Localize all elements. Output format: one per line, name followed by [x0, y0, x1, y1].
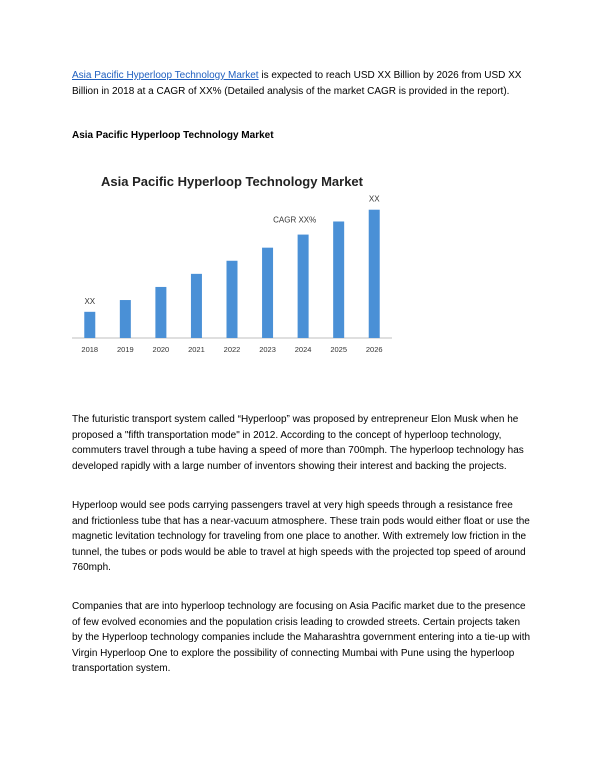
- bar-2020: [155, 287, 166, 338]
- x-tick-label-2026: 2026: [365, 345, 383, 354]
- paragraph-hyperloop-origin: The futuristic transport system called “Hyperloop” was proposed by entrepreneur Elon Musk when he proposed a "fifth transportation mode" in 2012. According to the concept of hyperloop technology, commuters travel through a tube having a speed of more than 700mph. The hyperloop technology has developed rapidly with a large number of inventors showing their interest and backing the projects.: [72, 414, 524, 472]
- paragraph-pod-technology: Hyperloop would see pods carrying passengers travel at very high speeds through a resistance free and frictionless tube that has a near-vacuum atmosphere. These train pods would either float or use the magnetic levitation technology for traveling from one place to another. With extremely low friction in the tunnel, the tubes or pods would be able to travel at high speeds with the projected top speed of around 760mph.: [72, 500, 530, 573]
- annotation-label-0: XX: [84, 296, 96, 306]
- intro-text: is expected to reach USD XX Billion by 2026 from USD XX Billion in 2018 at a CAGR of XX% (Detailed analysis of the market CAGR is provided in the report).: [72, 70, 522, 97]
- bar-2025: [333, 221, 344, 338]
- x-tick-label-2020: 2020: [152, 345, 170, 354]
- x-tick-label-2019: 2019: [116, 345, 134, 354]
- x-tick-label-2024: 2024: [294, 345, 312, 354]
- intro-paragraph: [72, 68, 532, 99]
- paragraph-asia-pacific-focus: Companies that are into hyperloop technology are focusing on Asia Pacific market due to the presence of few evolved economies and the population crisis leading to crowded streets. Certain projects taken by the Hyperloop technology companies include the Maharashtra government entering into a tie-up with Virgin Hyperloop One to explore the possibility of connecting Mumbai with Pune using the hyperloop transportation system.: [72, 601, 531, 674]
- x-tick-label-2018: 2018: [81, 345, 99, 354]
- bar-2026: [369, 210, 380, 338]
- annotation-label-2: XX: [368, 194, 380, 204]
- section-heading: Asia Pacific Hyperloop Technology Market: [72, 130, 274, 141]
- bar-2024: [298, 235, 309, 338]
- x-tick-label-2023: 2023: [259, 345, 276, 354]
- bar-2023: [262, 248, 273, 338]
- bar-chart-svg: [72, 164, 402, 364]
- annotation-label-1: CAGR XX%: [273, 215, 317, 225]
- bar-2018: [84, 312, 95, 338]
- bar-2021: [191, 274, 202, 338]
- x-tick-label-2021: 2021: [188, 345, 205, 354]
- chart-title: Asia Pacific Hyperloop Technology Market: [101, 174, 363, 189]
- bar-2019: [120, 300, 131, 338]
- bar-2022: [227, 261, 238, 338]
- market-report-link[interactable]: Asia Pacific Hyperloop Technology Market: [72, 70, 259, 81]
- x-tick-label-2025: 2025: [330, 345, 348, 354]
- market-chart: [72, 164, 402, 364]
- x-tick-label-2022: 2022: [223, 345, 241, 354]
